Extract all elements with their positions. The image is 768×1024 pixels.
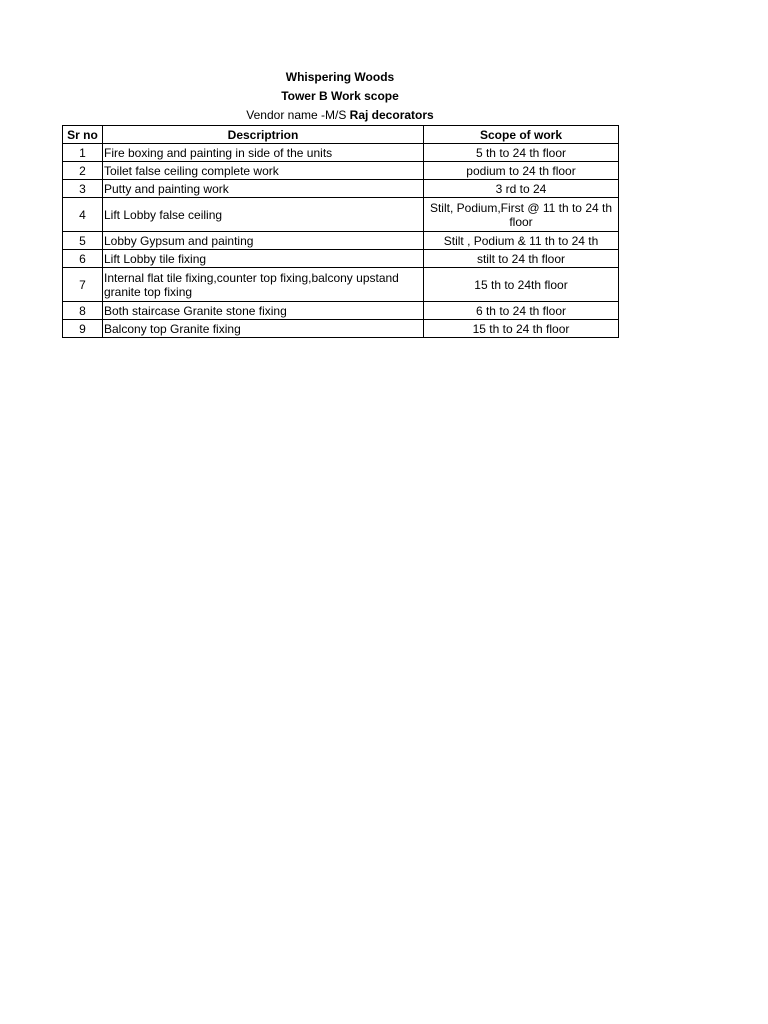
project-title: Whispering Woods <box>285 70 395 84</box>
cell-sr-no: 3 <box>63 180 103 198</box>
cell-description: Fire boxing and painting in side of the units <box>103 144 424 162</box>
cell-description: Putty and painting work <box>103 180 424 198</box>
cell-scope: podium to 24 th floor <box>424 162 619 180</box>
cell-scope: 15 th to 24th floor <box>424 268 619 302</box>
cell-scope: Stilt , Podium & 11 th to 24 th <box>424 232 619 250</box>
cell-sr-no: 6 <box>63 250 103 268</box>
cell-scope: 15 th to 24 th floor <box>424 320 619 338</box>
cell-description: Lift Lobby tile fixing <box>103 250 424 268</box>
column-header-description: Descriptrion <box>103 126 424 144</box>
cell-scope: 3 rd to 24 <box>424 180 619 198</box>
cell-scope: Stilt, Podium,First @ 11 th to 24 th floor <box>424 198 619 232</box>
column-header-sr-no: Sr no <box>63 126 103 144</box>
cell-description: Lobby Gypsum and painting <box>103 232 424 250</box>
cell-sr-no: 1 <box>63 144 103 162</box>
cell-scope: stilt to 24 th floor <box>424 250 619 268</box>
cell-description: Lift Lobby false ceiling <box>103 198 424 232</box>
work-scope-table <box>62 125 619 338</box>
cell-description: Both staircase Granite stone fixing <box>103 302 424 320</box>
table-row <box>63 268 619 302</box>
cell-description: Internal flat tile fixing,counter top fixing,balcony upstand granite top fixing <box>103 268 424 302</box>
vendor-name: Raj decorators <box>349 108 434 122</box>
work-scope-sheet <box>62 68 618 338</box>
cell-sr-no: 9 <box>63 320 103 338</box>
table-row <box>63 144 619 162</box>
table-row <box>63 180 619 198</box>
cell-scope: 6 th to 24 th floor <box>424 302 619 320</box>
table-row <box>63 232 619 250</box>
table-row <box>63 162 619 180</box>
table-row <box>63 198 619 232</box>
table-row <box>63 320 619 338</box>
cell-description: Toilet false ceiling complete work <box>103 162 424 180</box>
cell-sr-no: 7 <box>63 268 103 302</box>
cell-scope: 5 th to 24 th floor <box>424 144 619 162</box>
column-header-scope: Scope of work <box>424 126 619 144</box>
cell-sr-no: 2 <box>63 162 103 180</box>
cell-description: Balcony top Granite fixing <box>103 320 424 338</box>
cell-sr-no: 5 <box>63 232 103 250</box>
table-row <box>63 302 619 320</box>
vendor-line <box>62 106 618 125</box>
vendor-prefix: Vendor name -M/S <box>246 108 350 122</box>
cell-sr-no: 4 <box>63 198 103 232</box>
table-header-row <box>63 126 619 144</box>
document-subtitle: Tower B Work scope <box>281 89 399 103</box>
cell-sr-no: 8 <box>63 302 103 320</box>
table-row <box>63 250 619 268</box>
